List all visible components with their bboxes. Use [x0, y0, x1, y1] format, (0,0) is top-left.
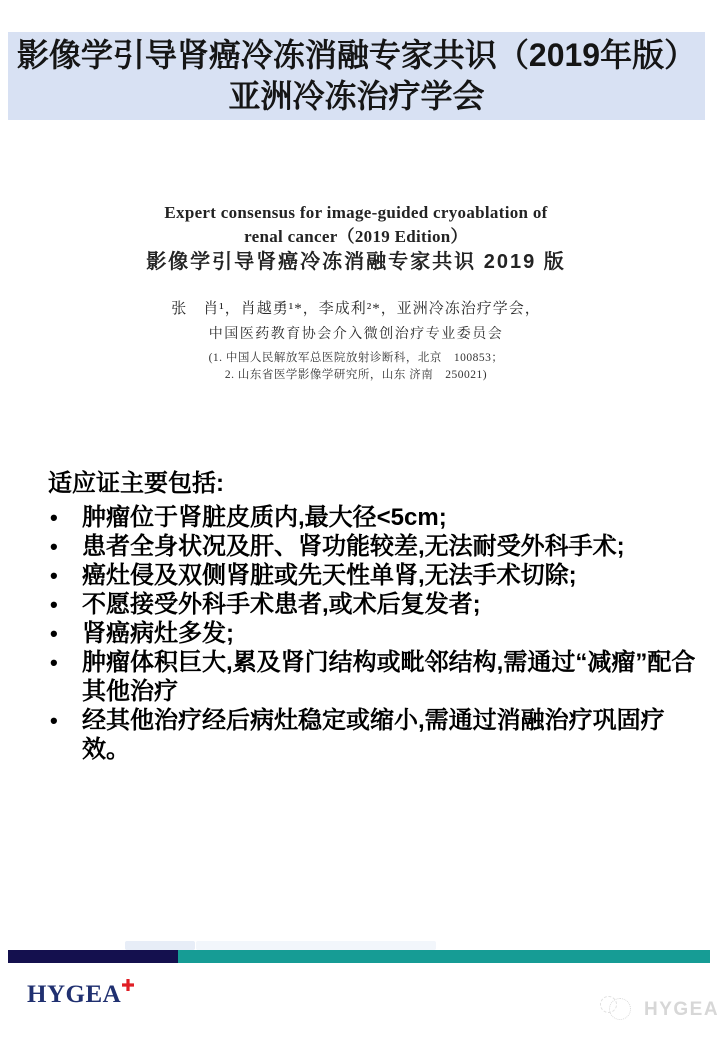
hygea-logo [27, 982, 134, 1007]
paper-affiliation-2: 2. 山东省医学影像学研究所，山东 济南 250021) [224, 369, 488, 381]
ghost-artifact-left [125, 941, 195, 950]
indications-list [48, 503, 712, 764]
paper-authors: 张 肖¹，肖越勇¹*，李成利²*，亚洲冷冻治疗学会， [171, 301, 541, 317]
watermark-text: HYGEA [644, 999, 720, 1020]
list-item: • 肿瘤位于肾脏皮质内,最大径<5cm; [48, 503, 712, 532]
paper-committee: 中国医药教育协会介入微创治疗专业委员会 [208, 327, 504, 342]
indications-heading: 适应证主要包括: [48, 470, 224, 497]
list-item: • 患者全身状况及肝、肾功能较差,无法耐受外科手术; [48, 532, 712, 561]
banner-title-line2: 亚洲冷冻治疗学会 [228, 78, 485, 114]
paper-title-english-line1: Expert consensus for image-guided cryoablation of [164, 203, 548, 222]
ghost-artifact-right [196, 941, 436, 950]
paper-affiliation-1: (1. 中国人民解放军总医院放射诊断科，北京 100853； [208, 352, 504, 364]
list-item: • 肾癌病灶多发; [48, 619, 712, 648]
red-cross-icon [122, 979, 134, 991]
list-item: • 肿瘤体积巨大,累及肾门结构或毗邻结构,需通过“减瘤”配合其他治疗 [48, 648, 712, 706]
banner-title-line1: 影像学引导肾癌冷冻消融专家共识（2019年版） [16, 37, 697, 73]
indications-section [48, 469, 712, 764]
paper-title-english-line2: renal cancer（2019 Edition） [244, 227, 468, 246]
hygea-logo-text: HYGEA [27, 981, 122, 1008]
list-item: • 癌灶侵及双侧肾脏或先天性单肾,无法手术切除; [48, 561, 712, 590]
watermark-globe-icon [600, 994, 634, 1022]
paper-title-chinese: 影像学引导肾癌冷冻消融专家共识 2019 版 [146, 251, 566, 273]
list-item: • 不愿接受外科手术患者,或术后复发者; [48, 590, 712, 619]
footer-bar-navy [8, 950, 178, 963]
title-banner [8, 32, 705, 120]
list-item: • 经其他治疗经后病灶稳定或缩小,需通过消融治疗巩固疗效。 [48, 706, 712, 764]
hygea-watermark [600, 994, 720, 1024]
footer-bar-teal [178, 950, 710, 963]
paper-title-block [0, 200, 712, 384]
